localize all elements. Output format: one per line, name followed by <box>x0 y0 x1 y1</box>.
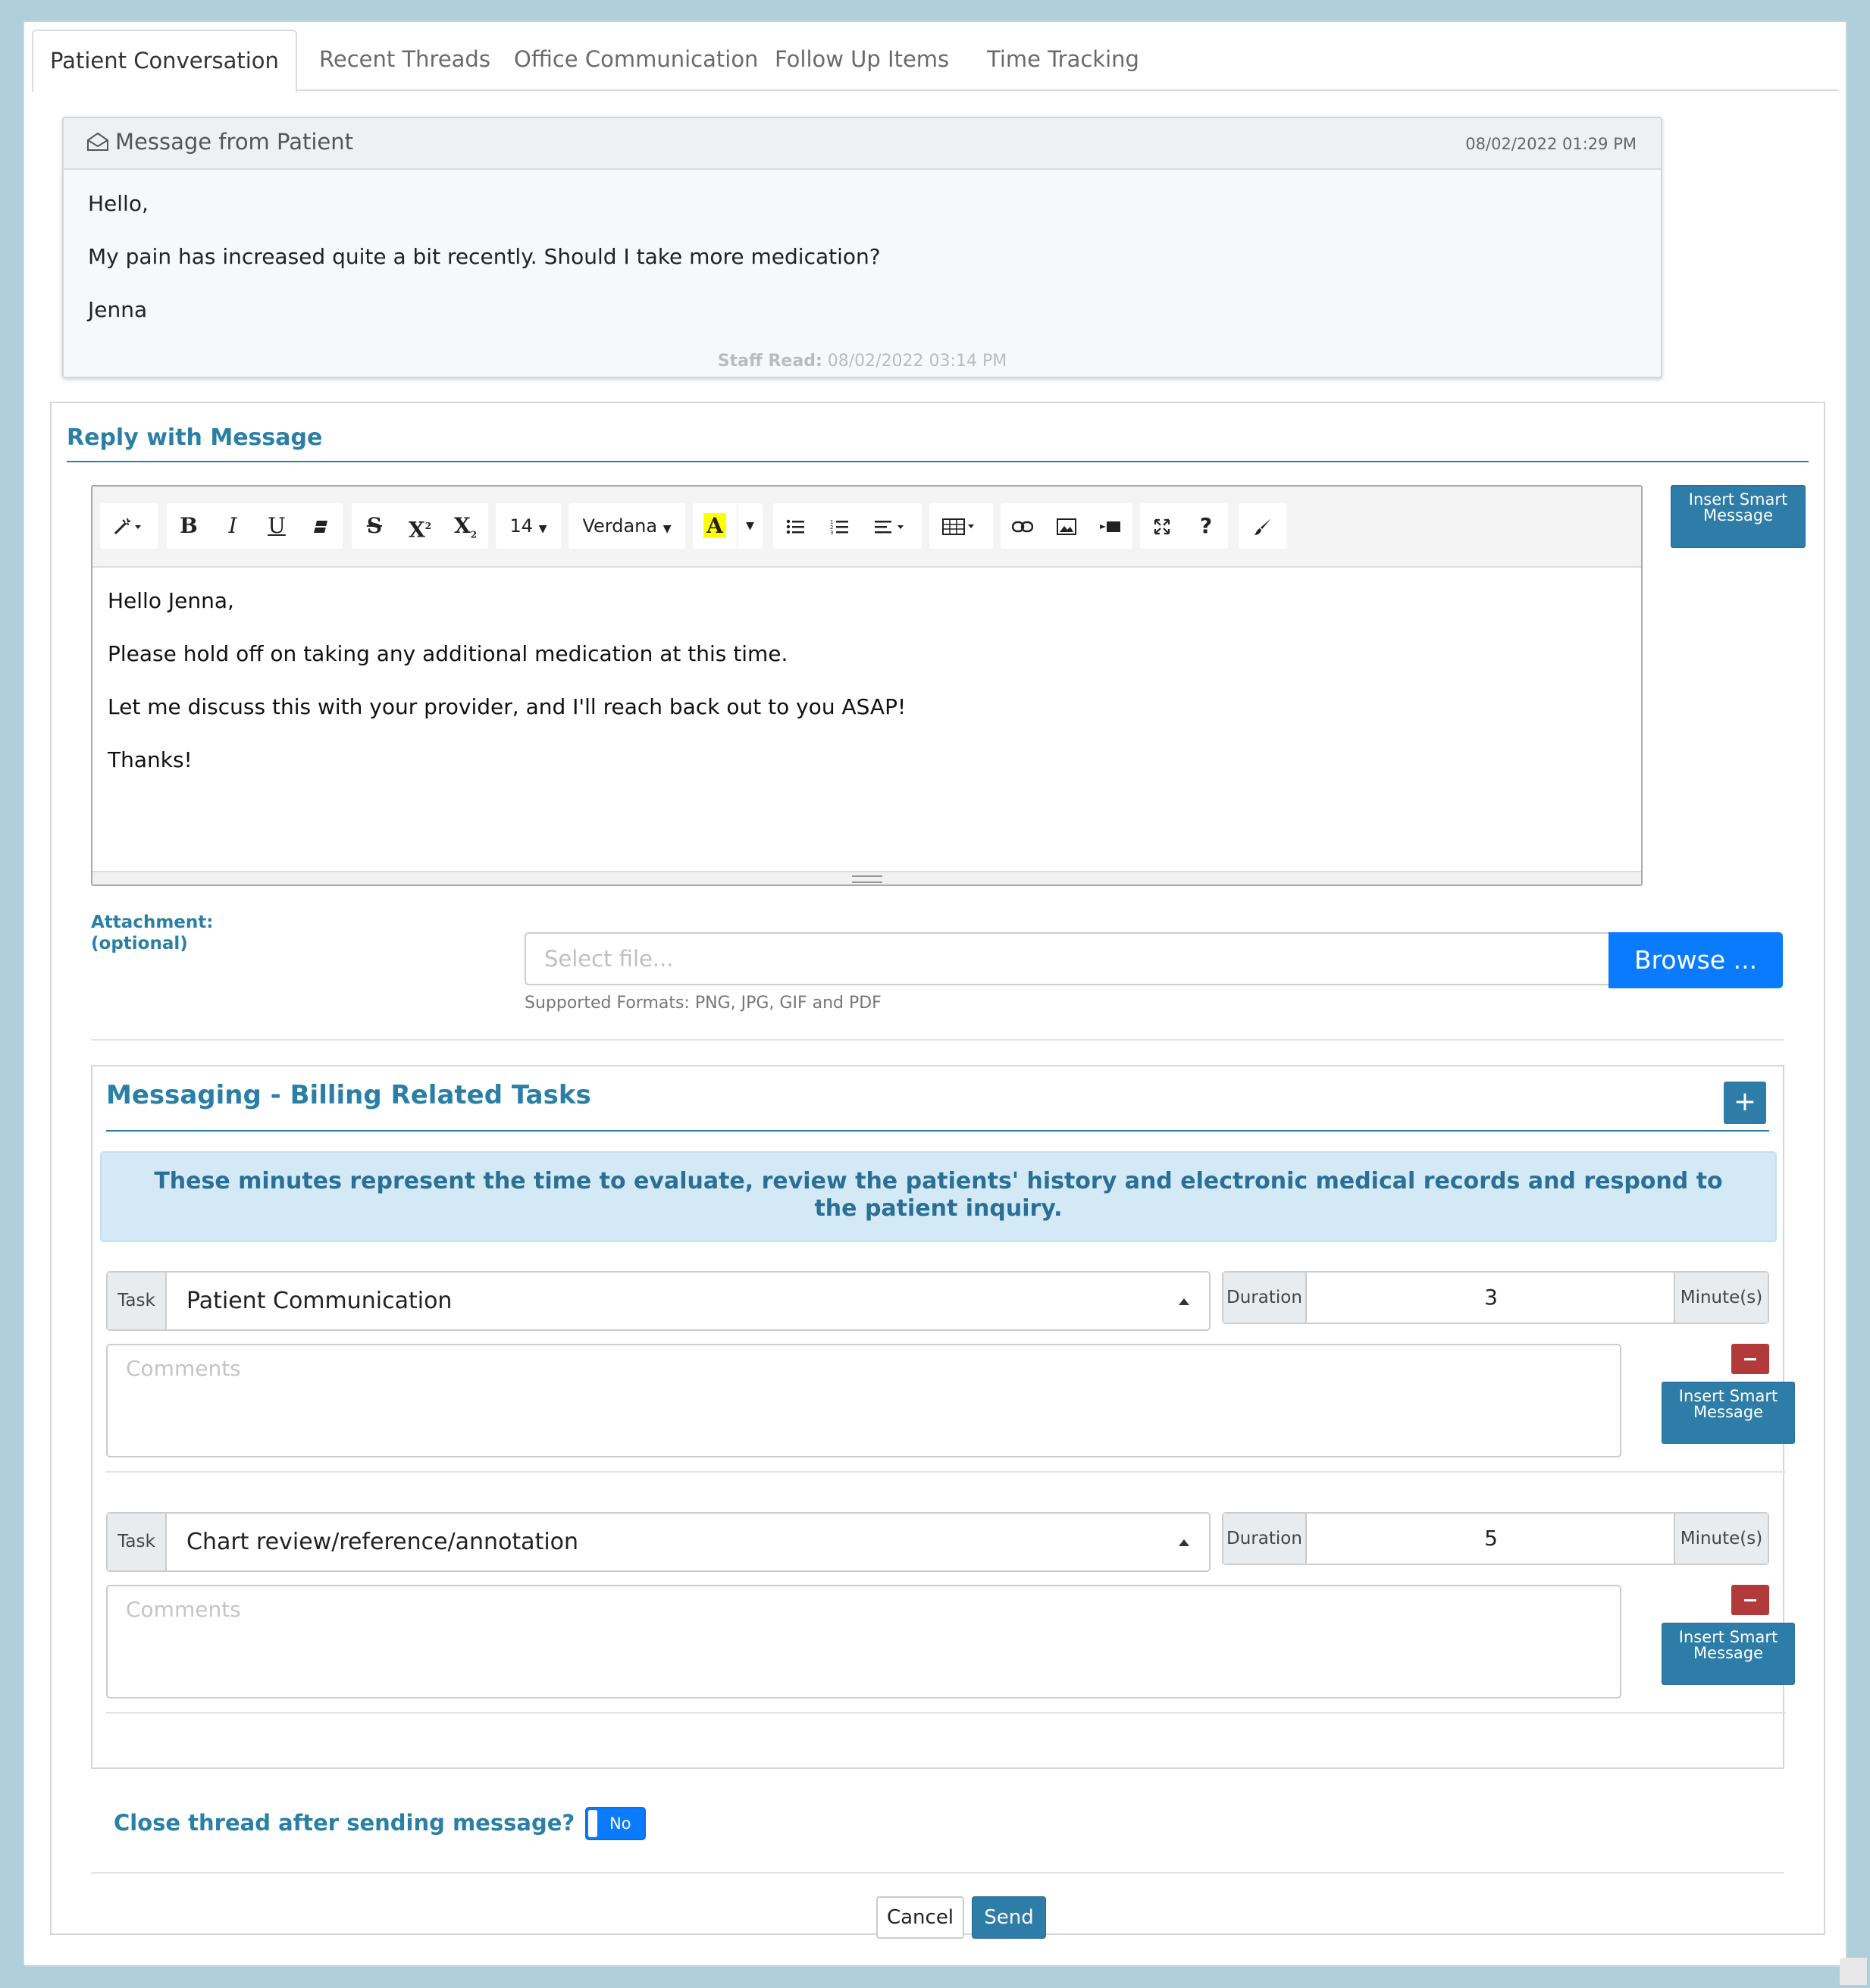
duration-label: Duration <box>1223 1514 1307 1564</box>
attachment-label <box>91 912 213 954</box>
remove-task-button[interactable] <box>1731 1344 1769 1374</box>
task-select[interactable] <box>106 1271 1211 1331</box>
duration-label: Duration <box>1223 1273 1307 1323</box>
toggle-label: No <box>609 1814 631 1833</box>
duration-input[interactable]: 5 <box>1484 1526 1498 1551</box>
staff-read-date: 08/02/2022 03:14 PM <box>827 352 1007 371</box>
message-line: Hello, <box>88 191 149 216</box>
editor-toolbar <box>92 487 1641 568</box>
attachment-label-line: (optional) <box>91 934 188 953</box>
font-size-value: 14 <box>509 515 534 537</box>
file-select-input[interactable]: Select file... <box>525 932 1610 985</box>
color-caret-down-icon[interactable]: ▼ <box>737 503 763 549</box>
billing-title: Messaging - Billing Related Tasks <box>106 1080 591 1110</box>
tab-follow-up-items[interactable]: Follow Up Items <box>775 46 950 72</box>
supported-formats-note: Supported Formats: PNG, JPG, GIF and PDF <box>525 994 882 1013</box>
toggle-knob <box>588 1810 597 1837</box>
scroll-to-top-button[interactable] <box>1840 1958 1867 1985</box>
message-date: 08/02/2022 01:29 PM <box>1465 135 1637 153</box>
reply-title: Reply with Message <box>67 424 323 451</box>
image-icon[interactable] <box>1045 503 1088 549</box>
close-thread-toggle[interactable] <box>585 1807 646 1840</box>
align-dropdown-icon[interactable] <box>861 503 922 549</box>
tab-bar <box>32 30 1838 91</box>
caret-up-icon <box>1179 1298 1189 1305</box>
svg-text:1: 1 <box>830 519 834 525</box>
rich-text-editor[interactable] <box>91 485 1643 886</box>
font-size-dropdown[interactable] <box>496 503 561 549</box>
task-select[interactable] <box>106 1512 1211 1572</box>
duration-unit: Minute(s) <box>1674 1514 1768 1564</box>
tab-recent-threads[interactable]: Recent Threads <box>319 46 490 72</box>
italic-icon[interactable]: I <box>228 513 237 538</box>
add-task-button[interactable]: + <box>1724 1082 1766 1124</box>
attachment-label-line: Attachment: <box>91 913 214 932</box>
toolbar-group-font-style <box>167 503 343 549</box>
tab-time-tracking[interactable]: Time Tracking <box>987 46 1139 72</box>
message-header <box>64 118 1661 170</box>
editor-resize-bar[interactable] <box>92 871 1641 884</box>
ordered-list-icon[interactable] <box>817 503 861 549</box>
minus-icon <box>1744 1599 1756 1601</box>
reply-line: Thanks! <box>108 747 193 772</box>
toolbar-group-insert <box>1001 503 1132 549</box>
task-value: Chart review/reference/annotation <box>186 1529 579 1555</box>
reply-line: Let me discuss this with your provider, and I'll reach back out to you ASAP! <box>108 694 907 719</box>
superscript-icon[interactable]: $X^2$ <box>408 517 432 543</box>
duration-input[interactable]: 3 <box>1484 1285 1498 1310</box>
remove-task-button[interactable] <box>1731 1585 1769 1615</box>
caret-down-icon: ▼ <box>662 523 672 535</box>
minus-icon <box>1744 1358 1756 1360</box>
link-icon[interactable] <box>1001 503 1045 549</box>
underline-icon[interactable]: U <box>268 513 286 538</box>
divider <box>67 461 1809 462</box>
comments-textarea[interactable]: Comments <box>106 1344 1621 1457</box>
duration-unit: Minute(s) <box>1674 1273 1768 1323</box>
text-highlight-icon[interactable]: A <box>693 503 737 549</box>
video-icon[interactable] <box>1088 503 1132 549</box>
divider <box>91 1039 1784 1041</box>
tab-office-communication[interactable]: Office Communication <box>514 46 759 72</box>
send-button[interactable]: Send <box>972 1896 1046 1939</box>
unordered-list-icon[interactable] <box>773 503 817 549</box>
duration-input-group <box>1222 1271 1769 1324</box>
main-panel <box>23 20 1847 1967</box>
task-label: Task <box>108 1514 167 1570</box>
tab-patient-conversation[interactable]: Patient Conversation <box>32 30 297 92</box>
font-family-value: Verdana <box>582 515 658 537</box>
format-painter-icon[interactable] <box>1239 503 1287 549</box>
message-line: My pain has increased quite a bit recently. Should I take more medication? <box>88 244 881 269</box>
insert-smart-message-button[interactable]: Insert Smart Message <box>1662 1382 1795 1444</box>
resize-grip-icon[interactable] <box>852 875 882 883</box>
eraser-icon[interactable] <box>299 503 343 549</box>
toolbar-group-script <box>352 503 488 549</box>
toolbar-group-paragraph <box>773 503 922 549</box>
staff-read-label: Staff Read: <box>717 352 822 371</box>
subscript-icon[interactable]: $X_2$ <box>453 513 478 540</box>
billing-tasks-section <box>91 1065 1784 1769</box>
toolbar-group-style <box>100 503 158 549</box>
envelope-open-icon <box>86 132 109 152</box>
insert-smart-message-button[interactable]: Insert Smart Message <box>1662 1623 1795 1685</box>
divider <box>106 1712 1786 1714</box>
magic-wand-icon[interactable] <box>100 503 158 549</box>
message-title: Message from Patient <box>115 129 354 155</box>
toolbar-group-color <box>693 503 763 549</box>
reply-line: Please hold off on taking any additional medication at this time. <box>108 641 788 666</box>
task-label: Task <box>108 1273 167 1329</box>
billing-info-alert: These minutes represent the time to evaluate, review the patients' history and electronic medical records and respond to the patient inquiry. <box>100 1151 1777 1242</box>
message-line: Jenna <box>88 297 148 322</box>
close-thread-question: Close thread after sending message? <box>114 1810 575 1836</box>
table-dropdown-icon[interactable] <box>929 503 993 549</box>
font-family-dropdown[interactable] <box>569 503 685 549</box>
toolbar-group-view <box>1140 503 1228 549</box>
task-value: Patient Communication <box>186 1288 453 1314</box>
svg-text:2: 2 <box>830 524 834 531</box>
duration-input-group <box>1222 1512 1769 1565</box>
staff-read-status <box>64 352 1661 371</box>
patient-message-card <box>62 117 1662 378</box>
insert-smart-message-button[interactable]: Insert Smart Message <box>1671 485 1806 548</box>
divider <box>106 1130 1769 1132</box>
bold-icon[interactable]: B <box>180 513 198 538</box>
cancel-button[interactable]: Cancel <box>876 1896 964 1939</box>
caret-up-icon <box>1179 1539 1189 1546</box>
reply-line: Hello Jenna, <box>108 588 234 613</box>
reply-section <box>50 402 1825 1935</box>
divider <box>91 1872 1784 1874</box>
strikethrough-icon[interactable]: S <box>366 513 383 538</box>
divider <box>106 1471 1786 1473</box>
browse-button[interactable]: Browse ... <box>1608 932 1783 988</box>
fullscreen-icon[interactable] <box>1140 503 1184 549</box>
svg-text:3: 3 <box>830 530 834 534</box>
help-icon[interactable]: ? <box>1199 513 1213 538</box>
caret-down-icon: ▼ <box>538 523 547 535</box>
comments-textarea[interactable]: Comments <box>106 1585 1621 1698</box>
